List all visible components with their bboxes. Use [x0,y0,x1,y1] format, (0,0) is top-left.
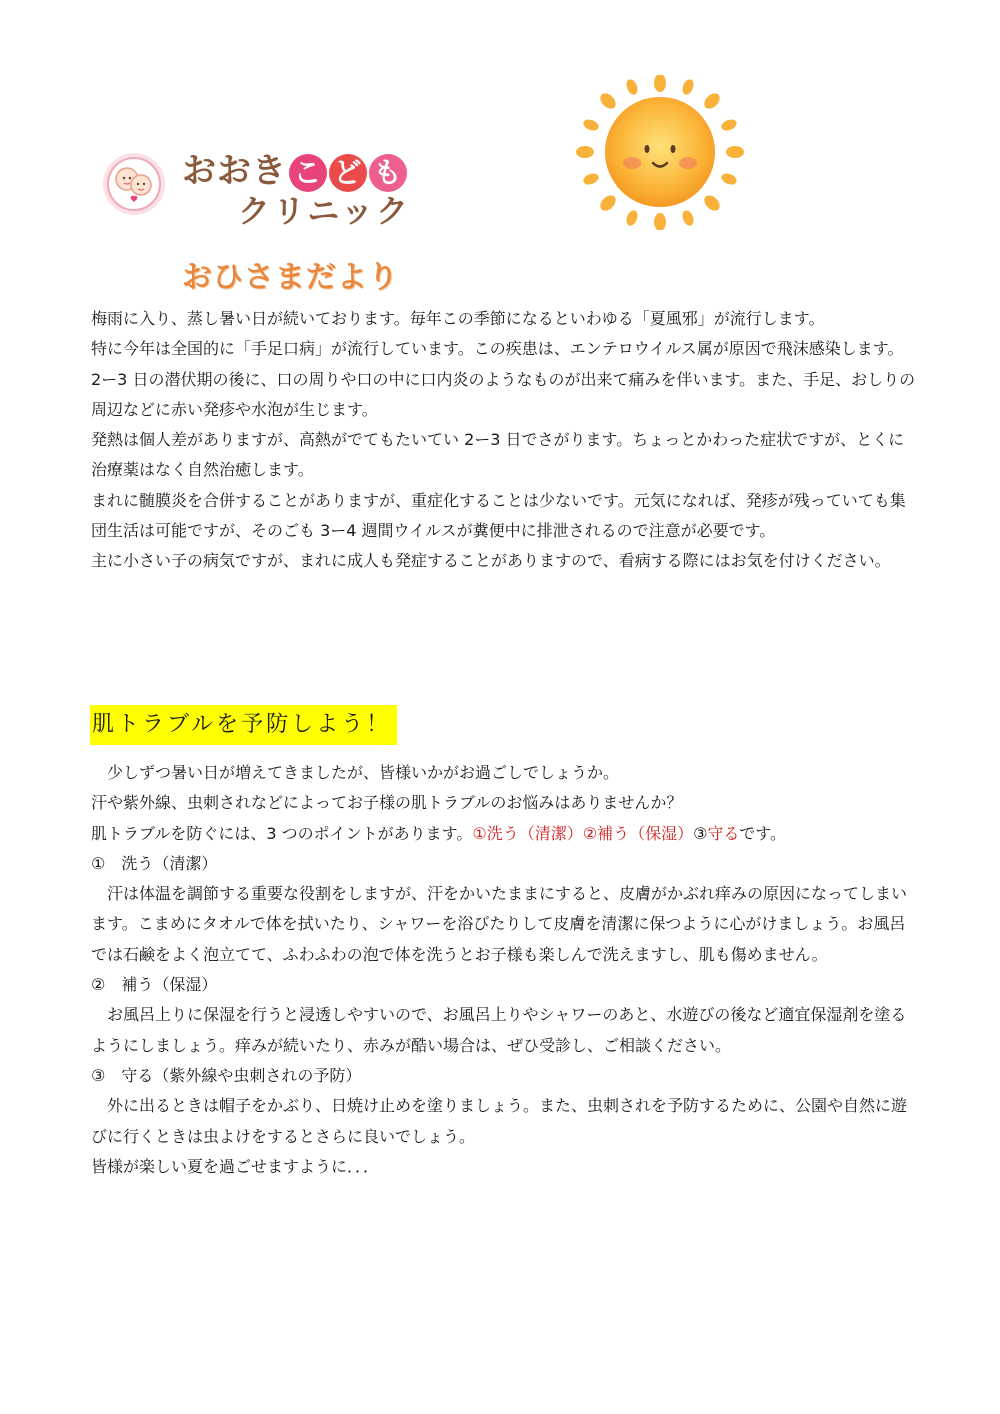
point3-marker: ③ [693,823,708,843]
point1-heading: ① 洗う（清潔） [91,853,218,873]
clinic-logo-icon [102,152,166,216]
point3-body: 外に出るときは帽子をかぶり、日焼け止めを塗りましょう。また、虫刺されを予防するために、公園や自然に遊びに行くときは虫よけをするとさらに良いでしょう。 [91,1096,908,1146]
kodomo-char-ko: こ [289,154,327,192]
point3-short: 守る [707,823,740,843]
kodomo-char-mo: も [369,154,407,192]
intro-paragraph: 主に小さい子の病気ですが、まれに成人も発症することがありますので、看病する際にはお気を付けください。 [91,551,891,571]
point2-heading: ② 補う（保湿） [91,975,218,995]
newsletter-title: おひさまだより [182,260,399,295]
skin-greeting: 少しずつ暑い日が増えてきましたが、皆様いかがお過ごしでしょうか。 [107,763,620,782]
closing-line: 皆様が楽しい夏を過ごせますように．．． [91,1156,380,1176]
intro-section [91,304,916,577]
clinic-name-prefix: おおき [182,151,287,191]
skin-section [91,758,916,1182]
points-suffix: です。 [739,823,786,843]
intro-paragraph: 2ー3 日の潜伏期の後に、口の周りや口の中に口内炎のようなものが出来て痛みを伴います。また、手足、おしりの周辺などに赤い発疹や水泡が生じます。 [91,369,916,419]
intro-paragraph: まれに髄膜炎を合併することがありますが、重症化することは少ないです。元気になれば、発疹が残っていても集団生活は可能ですが、そのごも 3ー4 週間ウイルスが糞便中に排泄されるので注意が必要です。 [91,490,906,541]
point1-body: 汗は体温を調節する重要な役割をしますが、汗をかいたままにすると、皮膚がかぶれ痒みの原因になってしまいます。こまめにタオルで体を拭いたり、シャワーを浴びたりして皮膚を清潔に保つように心がけましょう。お風呂では石鹸をよく泡立てて、ふわふわの泡で体を洗うとお子様も楽しんで洗えますし、肌も傷めません。 [91,884,908,964]
intro-paragraph: 梅雨に入り、蒸し暑い日が続いております。毎年この季節になるといわゆる「夏風邪」が流行します。 [91,309,825,328]
sun-illustration-icon [575,75,745,230]
skin-question: 汗や紫外線、虫刺されなどによってお子様の肌トラブルのお悩みはありませんか？ [91,793,683,813]
skin-section-heading: 肌トラブルを予防しよう！ [90,705,397,745]
point1-short: ①洗う（清潔） [472,823,583,843]
point2-body: お風呂上りに保湿を行うと浸透しやすいので、お風呂上りやシャワーのあと、水遊びの後など適宜保湿剤を塗るようにしましょう。痒みが続いたり、赤みが酷い場合は、ぜひ受診し、ご相談ください。 [91,1005,907,1055]
point2-short: ②補う（保湿） [582,823,694,843]
intro-paragraph: 特に今年は全国的に「手足口病」が流行しています。この疾患は、エンテロウイルス属が原因で飛沫感染します。 [91,339,904,359]
intro-paragraph: 発熱は個人差がありますが、高熱がでてもたいてい 2ー3 日でさがります。ちょっとかわった症状ですが、とくに治療薬はなく自然治癒します。 [91,430,905,480]
points-intro: 肌トラブルを防ぐには、3 つのポイントがあります。 [91,823,473,843]
point3-heading: ③ 守る（紫外線や虫刺されの予防） [91,1065,362,1085]
clinic-name-line2: クリニック [238,192,412,230]
clinic-name-line1 [182,143,407,192]
skin-points-summary [91,819,916,849]
kodomo-char-do: ど [329,154,367,192]
